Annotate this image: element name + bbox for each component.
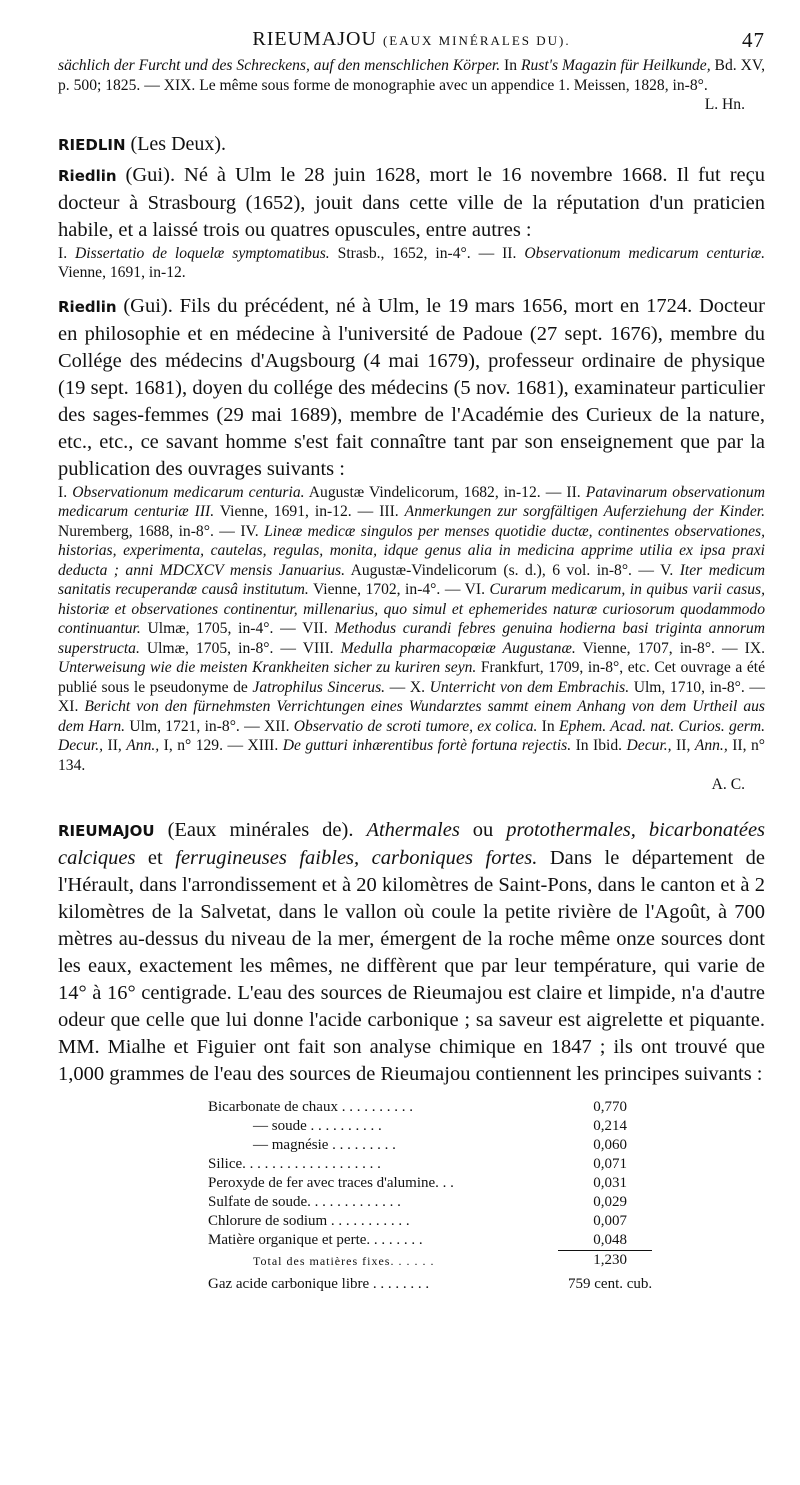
entry-text: Riedlin (Gui). Né à Ulm le 28 juin 1628, mort le 16 novembre 1668. Il fut reçu docteur à Strasbourg (1652), jouit dans cette ville de la réputation d'un praticien habile, et a laissé trois ou quatres opuscules, entre autres : (58, 163, 765, 241)
analysis-value: 0,214 (593, 1117, 627, 1134)
header-subtitle: (EAUX MINÉRALES DU). (382, 33, 571, 48)
entry-signature: A. C. (711, 776, 745, 793)
total-label: Total des matières fixes. . . . . . (253, 1253, 435, 1268)
analysis-row (208, 1174, 652, 1193)
intro-paragraph: sächlich der Furcht und des Schreckens, auf den menschlichen Körper. In Rust's Magazin für Heilkunde, Bd. XV, p. 500; 1825. — XIX. Le même sous forme de monographie avec un appendice 1. Meissen, 1828, in-8°. L. Hn. (58, 57, 765, 113)
analysis-value: 0,029 (593, 1193, 627, 1210)
gas-value: 759 cent. cub. (568, 1275, 653, 1292)
analysis-label: — soude . . . . . . . . . . (253, 1117, 382, 1134)
total-value: 1,230 (558, 1250, 652, 1270)
gas-label: Gaz acide carbonique libre . . . . . . . . (208, 1275, 430, 1292)
analysis-label: Bicarbonate de chaux . . . . . . . . . . (208, 1098, 413, 1115)
analysis-label: — magnésie . . . . . . . . . (253, 1136, 396, 1153)
entry-riedlin-gui-1 (58, 162, 765, 283)
analysis-value: 0,770 (593, 1098, 627, 1115)
analysis-value: 0,007 (593, 1212, 627, 1229)
analysis-gas-row (208, 1270, 652, 1294)
analysis-row (208, 1193, 652, 1212)
analysis-label: Peroxyde de fer avec traces d'alumine. . . (208, 1174, 454, 1191)
document-page (58, 28, 765, 1294)
analysis-row (208, 1098, 652, 1117)
analysis-row (208, 1117, 652, 1136)
analysis-row (208, 1136, 652, 1155)
analysis-row (208, 1231, 652, 1251)
entry-rieumajou (58, 817, 765, 1294)
works-list: I. Observationum medicarum centuria. Augustæ Vindelicorum, 1682, in-12. — II. Patavinarum observationum medicarum centuriæ III. Vienne, 1691, in-12. — III. Anmerkungen zur sorgfältigen Auferziehung der Kinder. Nuremberg, 1688, in-8°. — IV. Lineæ medicæ singulos per menses quotidie ductæ, continentes observationes, historias, experimenta, cautelas, regulas, monita, idque genus alia in medicina apprime utilia ex ipsa praxi deducta ; anni MDCXCV mensis Januarius. Augustæ-Vindelicorum (s. d.), 6 vol. in-8°. — V. Iter medicum sanitatis recuperandæ causâ institutum. Vienne, 1702, in-4°. — VI. Curarum medicarum, in quibus varii casus, historiæ et observationes continentur, millenarius, quo simul et ephemerides naturæ curiosorum quodammodo continuantur. Ulmæ, 1705, in-4°. — VII. Methodus curandi febres genuina hodierna basi triginta annorum superstructa. Ulmæ, 1705, in-8°. — VIII. Medulla pharmacopœiæ Augustanæ. Vienne, 1707, in-8°. — IX. Unterweisung wie die meisten Krankheiten sicher zu kuriren seyn. Frankfurt, 1709, in-8°, etc. Cet ouvrage a été publié sous le pseudonyme de Jatrophilus Sincerus. — X. Unterricht von dem Embrachis. Ulm, 1710, in-8°. — XI. Bericht von den fürnehmsten Verrichtungen eines Wundarztes sammt einem Anhang von dem Urtheil aus dem Harn. Ulm, 1721, in-8°. — XII. Observatio de scroti tumore, ex colica. In Ephem. Acad. nat. Curios. germ. Decur., II, Ann., I, n° 129. — XIII. De gutturi inhærentibus fortè fortuna rejectis. In Ibid. Decur., II, Ann., II, n° 134. A. C. (58, 483, 766, 793)
analysis-value: 0,048 (593, 1231, 627, 1248)
entry-name: Riedlin (58, 166, 117, 185)
entry-text: RIEUMAJOU (Eaux minérales de). Athermales ou protothermales, bicarbonatées calciques et ferrugineuses faibles, carboniques fortes. Dans le département de l'Hérault, dans l'arrondissement et à 20 kilomètres de Saint-Pons, dans le canton et à 2 kilomètres de la Salvetat, dans le vallon où coule la petite rivière de l'Agoût, à 700 mètres au-dessus du niveau de la mer, émergent de la roche même onze sources dont les eaux, exactement les mêmes, ne diffèrent que par leur température, qui varie de 14° à 16° centigrade. L'eau des sources de Rieumajou est claire et limpide, n'a d'autre odeur que celle que lui donne l'acide carbonique ; sa saveur est aigrelette et piquante. MM. Mialhe et Figuier ont fait son analyse chimique en 1847 ; ils ont trouvé que 1,000 grammes de l'eau des sources de Rieumajou contiennent les principes suivants : (58, 818, 766, 1085)
entry-heading-riedlin-les-deux: RIEDLIN (Les Deux). (58, 132, 227, 155)
entry-riedlin-gui-2 (58, 293, 765, 795)
analysis-value: 0,060 (593, 1136, 627, 1153)
analysis-label: Silice. . . . . . . . . . . . . . . . . . . (208, 1155, 381, 1172)
header-title: RIEUMAJOU (252, 28, 377, 50)
page-number: 47 (742, 28, 765, 52)
analysis-table (208, 1098, 652, 1294)
works-list: I. Dissertatio de loquelæ symptomatibus. Strasb., 1652, in-4°. — II. Observationum medicarum centuriæ. Vienne, 1691, in-12. (58, 244, 765, 281)
analysis-label: Chlorure de sodium . . . . . . . . . . . (208, 1212, 410, 1229)
intro-signature: L. Hn. (704, 96, 745, 113)
running-header (58, 28, 765, 56)
analysis-value: 0,071 (593, 1155, 627, 1172)
analysis-label: Matière organique et perte. . . . . . . . (208, 1232, 423, 1248)
entry-name: RIEUMAJOU (58, 821, 155, 840)
analysis-row (208, 1155, 652, 1174)
analysis-value: 0,031 (593, 1174, 627, 1191)
analysis-total-row (208, 1250, 652, 1270)
analysis-label: Sulfate de soude. . . . . . . . . . . . . (208, 1193, 401, 1210)
analysis-row (208, 1212, 652, 1231)
entry-text: Riedlin (Gui). Fils du précédent, né à Ulm, le 19 mars 1656, mort en 1724. Docteur en philosophie et en médecine à l'université de Padoue (27 sept. 1676), membre du Collége des médecins d'Augsbourg (4 mai 1679), professeur ordinaire de physique (19 sept. 1681), doyen du collége des médecins (5 nov. 1681), examinateur particulier des sages-femmes (29 mai 1689), membre de l'Académie des Curieux de la nature, etc., etc., ce savant homme s'est fait connaître tant par son enseignement que par la publication des ouvrages suivants : (58, 294, 765, 480)
entry-name: Riedlin (58, 297, 117, 316)
